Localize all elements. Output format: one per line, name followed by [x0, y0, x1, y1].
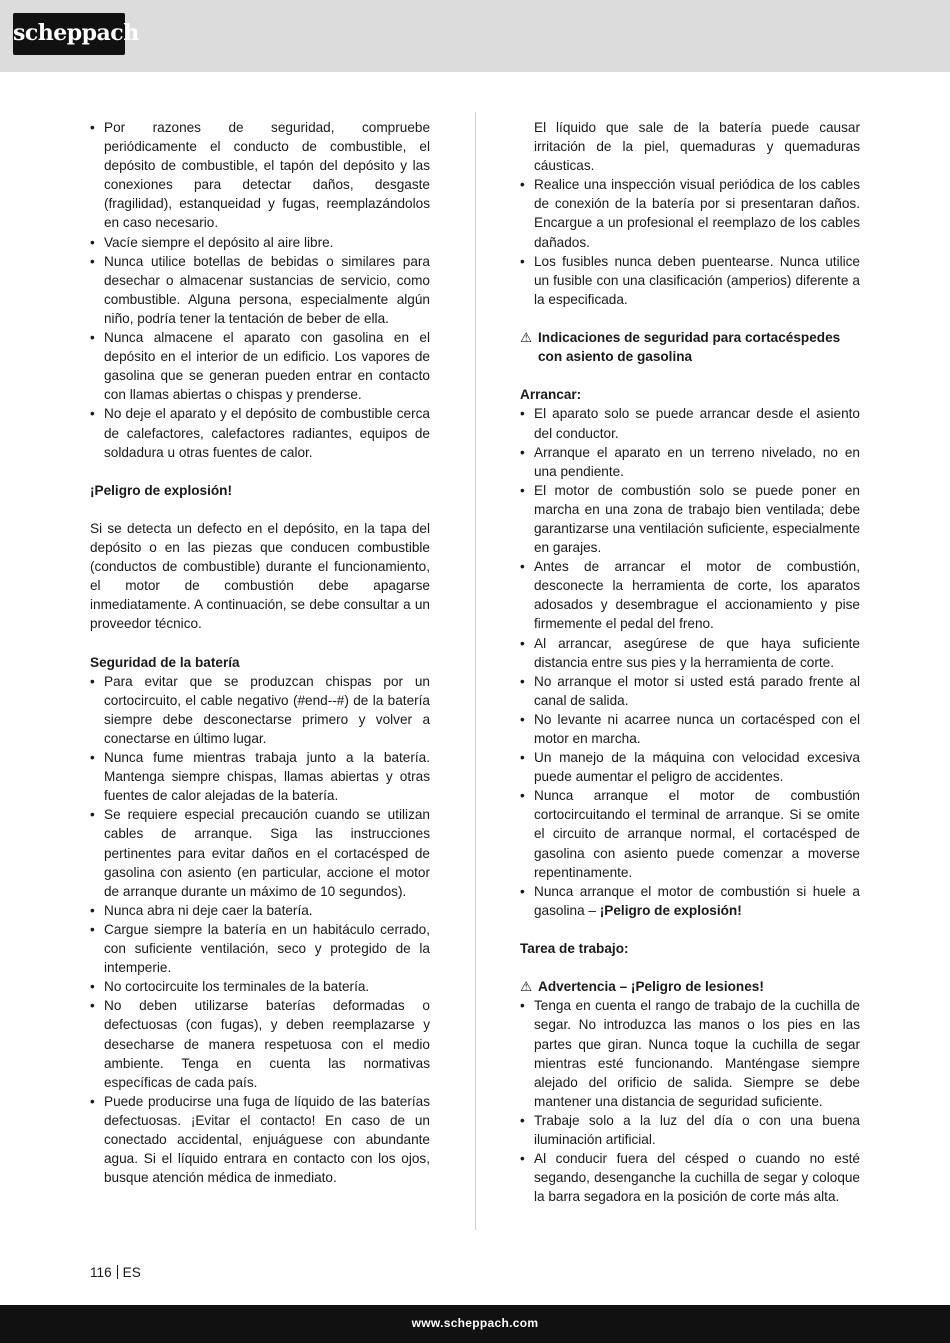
page-number [90, 1265, 141, 1280]
page-header [0, 0, 950, 72]
list-item: • Al conducir fuera del césped o cuando no esté segando, desenganche la cuchilla de segar y coloque la barra segadora en la posición de corte más alta. [520, 1149, 860, 1206]
list-item: • Tenga en cuenta el rango de trabajo de la cuchilla de segar. No introduzca las manos o los pies en las partes que giran. Nunca toque la cuchilla de segar mientras esté funcionando. Manténgase siempre alejado del orificio de salida. Siempre se debe mantener una distancia de seguridad suficiente. [520, 996, 860, 1111]
heading-riding-mower-safety [520, 328, 860, 366]
list-item: • El aparato solo se puede arrancar desde el asiento del conductor. [520, 404, 860, 442]
list-item: • Puede producirse una fuga de líquido de las baterías defectuosas. ¡Evitar el contacto! En caso de un conectado accidental, enjuáguese con abundante agua. Si el líquido entrara en contacto con los ojos, busque atención médica de inmediato. [90, 1092, 430, 1187]
battery-safety-list-continued [520, 175, 860, 309]
list-item [520, 882, 860, 920]
warning-triangle-icon: ⚠ [520, 330, 533, 346]
list-item: • No arranque el motor si usted está parado frente al canal de salida. [520, 672, 860, 710]
list-item: • Para evitar que se produzcan chispas por un cortocircuito, el cable negativo (#end--#) de la batería siempre debe desconectarse primero y volver a conectarse en último lugar. [90, 672, 430, 748]
list-item: • No cortocircuite los terminales de la batería. [90, 977, 430, 996]
list-item: • Realice una inspección visual periódica de los cables de conexión de la batería por si presentaran daños. Encargue a un profesional el reemplazo de los cables dañados. [520, 175, 860, 251]
list-item: • Nunca utilice botellas de bebidas o similares para desechar o almacenar sustancias de servicio, como combustible. Alguna persona, especialmente algún niño, podría tener la tentación de beber de ella. [90, 252, 430, 328]
left-column [90, 118, 430, 1187]
list-item: • Por razones de seguridad, compruebe periódicamente el conducto de combustible, el depósito de combustible, el tapón del depósito y las conexiones para detectar daños, desgaste (fragilidad), estanqueidad y fugas, reemplazándolos en caso necesario. [90, 118, 430, 233]
start-list [520, 404, 860, 920]
page-footer [0, 1305, 950, 1343]
list-item: • Trabaje solo a la luz del día o con una buena iluminación artificial. [520, 1111, 860, 1149]
page-number-separator [117, 1265, 118, 1279]
heading-battery-safety: Seguridad de la batería [90, 654, 240, 670]
warning-triangle-icon: ⚠ [520, 979, 533, 995]
list-item: • Nunca almacene el aparato con gasolina en el depósito en el interior de un edificio. Los vapores de gasolina que se generan pueden entrar en contacto con llamas abiertas o chispas y prenderse. [90, 328, 430, 404]
list-item: • Un manejo de la máquina con velocidad excesiva puede aumentar el peligro de accidentes. [520, 748, 860, 786]
right-column [520, 118, 860, 1206]
list-item: • Nunca abra ni deje caer la batería. [90, 901, 430, 920]
list-item: • No deje el aparato y el depósito de combustible cerca de calefactores, calefactores radiantes, equipos de soldadura u otras fuentes de calor. [90, 404, 430, 461]
battery-safety-list [90, 672, 430, 1188]
heading-explosion-danger: ¡Peligro de explosión! [90, 482, 232, 498]
list-item: • Se requiere especial precaución cuando se utilizan cables de arranque. Siga las instrucciones pertinentes para evitar daños en el cortacésped de gasolina con asiento (en particular, accione el motor de arranque durante un máximo de 10 segundos). [90, 805, 430, 900]
column-divider [475, 112, 476, 1230]
list-item: • No deben utilizarse baterías deformadas o defectuosas (con fugas), y deben reemplazarse y desecharse de manera respetuosa con el medio ambiente. Tenga en cuenta las normativas específicas de cada país. [90, 996, 430, 1091]
heading-start: Arrancar: [520, 387, 582, 403]
list-item: • Antes de arrancar el motor de combustión, desconecte la herramienta de corte, los aparatos adosados y desembrague el accionamiento y pise firmemente el pedal del freno. [520, 557, 860, 633]
heading-text: Advertencia – ¡Peligro de lesiones! [538, 979, 764, 995]
heading-text: Indicaciones de seguridad para cortacéspedes con asiento de gasolina [538, 330, 841, 365]
list-item: • No levante ni acarree nunca un cortacésped con el motor en marcha. [520, 710, 860, 748]
list-item: • El motor de combustión solo se puede poner en marcha en una zona de trabajo bien ventilada; debe garantizarse una ventilación suficiente, especialmente en garajes. [520, 481, 860, 557]
list-item-text: Nunca arranque el motor de combustión si huele a gasolina – [534, 883, 860, 918]
language-code: ES [122, 1265, 141, 1280]
page-number-value: 116 [90, 1265, 112, 1280]
list-item: • Nunca fume mientras trabaja junto a la batería. Mantenga siempre chispas, llamas abiertas y otras fuentes de calor alejadas de la batería. [90, 748, 430, 805]
list-item: • Arranque el aparato en un terreno nivelado, no en una pendiente. [520, 443, 860, 481]
list-item: • Nunca arranque el motor de combustión cortocircuitando el terminal de arranque. Si se omite el circuito de arranque normal, el cortacésped de gasolina con asiento puede comenzar a moverse repentinamente. [520, 786, 860, 881]
list-item: • Los fusibles nunca deben puentearse. Nunca utilice un fusible con una clasificación (amperios) diferente a la especificada. [520, 252, 860, 309]
heading-work-task: Tarea de trabajo: [520, 941, 629, 957]
list-item: • Cargue siempre la batería en un habitáculo cerrado, con suficiente ventilación, seco y protegido de la intemperie. [90, 920, 430, 977]
explosion-danger-emphasis: ¡Peligro de explosión! [599, 902, 742, 918]
list-item: • Al arrancar, asegúrese de que haya suficiente distancia entre sus pies y la herramienta de corte. [520, 634, 860, 672]
website-url: www.scheppach.com [411, 1316, 539, 1330]
scheppach-logo: scheppach [13, 13, 125, 55]
list-item-continuation: El líquido que sale de la batería puede causar irritación de la piel, quemaduras y quemaduras cáusticas. [534, 120, 860, 174]
fuel-safety-list [90, 118, 430, 462]
paragraph-explosion: Si se detecta un defecto en el depósito, en la tapa del depósito o en las piezas que conducen combustible (conductos de combustible) durante el funcionamiento, el motor de combustión debe apagarse inmediatamente. A continuación, se debe consultar a un proveedor técnico. [90, 520, 430, 632]
list-item: • Vacíe siempre el depósito al aire libre. [90, 233, 430, 252]
heading-injury-warning [520, 977, 860, 996]
work-task-list [520, 996, 860, 1206]
